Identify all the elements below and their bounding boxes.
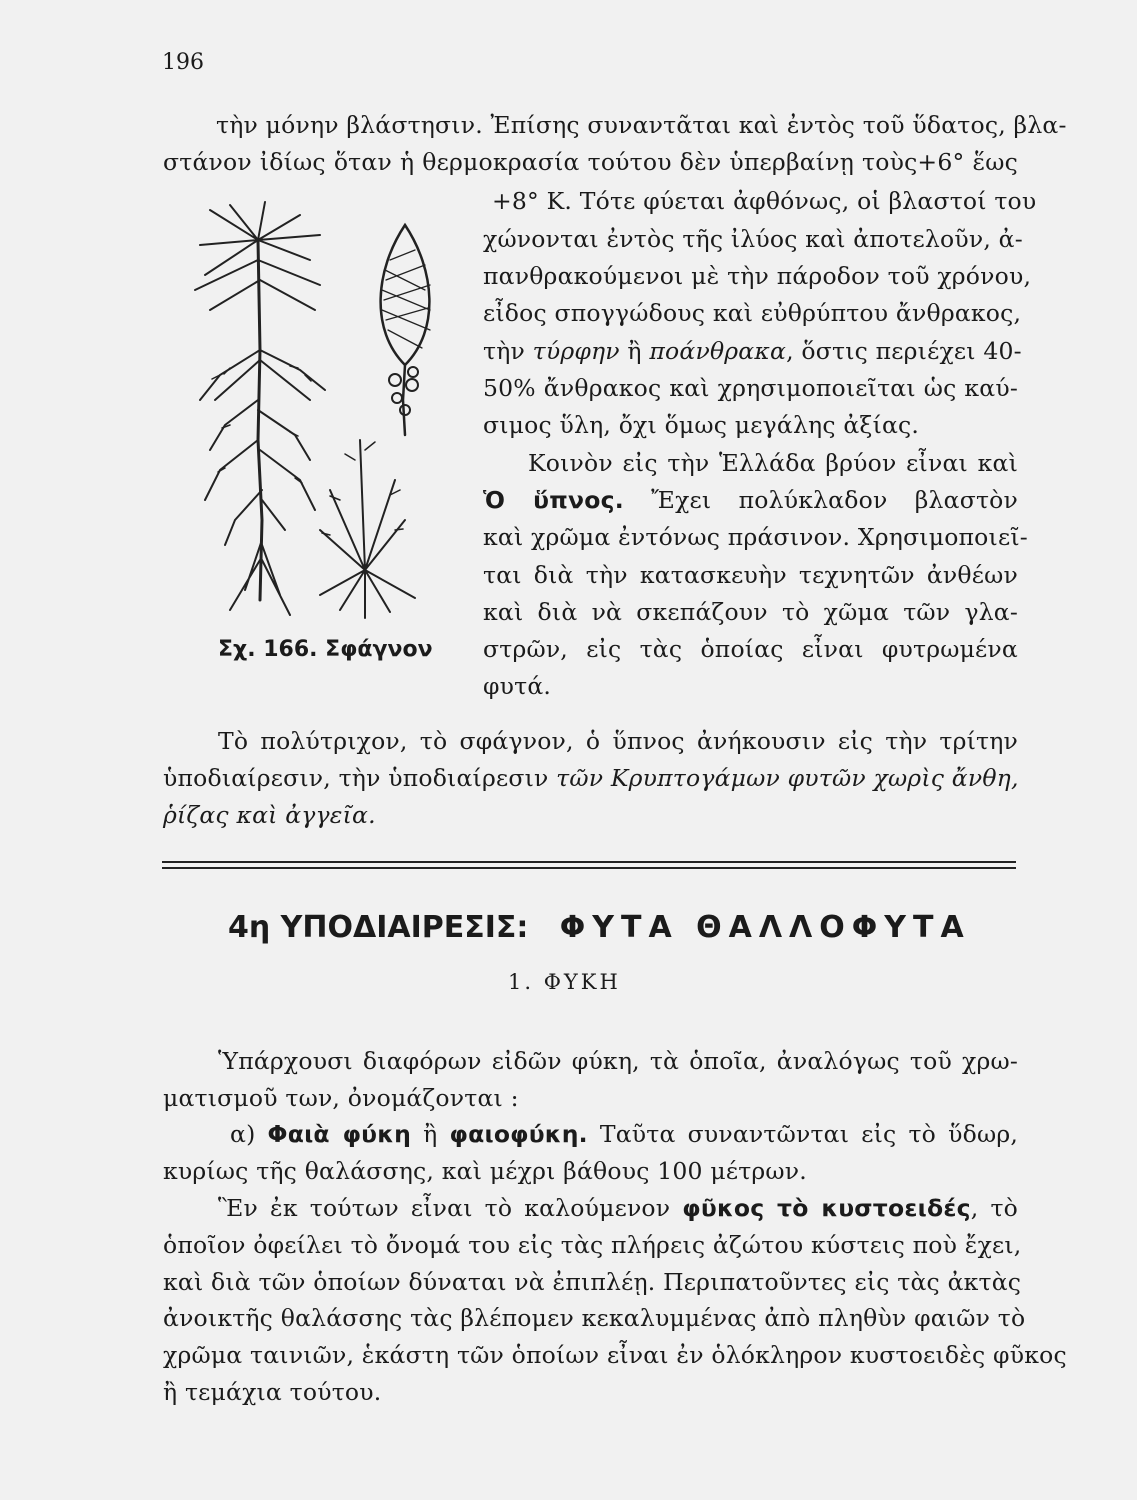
para3-line-10: ἢ τεμάχια τούτου. [163, 1378, 382, 1406]
phaeophyta-term: φαιοφύκη. [449, 1120, 588, 1148]
para3-line-9: χρῶμα ταινιῶν, ἑκάστη τῶν ὁποίων εἶναι ἐν ὁλόκληρον κυστοειδὲς φῦκος [163, 1341, 1067, 1369]
para3-line-3 [230, 1120, 1018, 1148]
section-heading [228, 910, 971, 945]
para3-line-6: ὁποῖον ὀφείλει τὸ ὄνομά του εἰς τὰς πλήρεις ἀζώτου κύστεις ποὺ ἔχει, [163, 1231, 1022, 1259]
text-line-10: Κοινὸν εἰς τὴν Ἑλλάδα βρύον εἶναι καὶ [528, 449, 1018, 477]
text-line-turf [483, 337, 1022, 365]
text-line-1: τὴν μόνην βλάστησιν. Ἐπίσης συναντᾶται καὶ ἐντὸς τοῦ ὕδατος, βλα- [216, 111, 1067, 139]
brown-algae-term: Φαιὰ φύκη [267, 1120, 412, 1148]
text-line-13: ται διὰ τὴν κατασκευὴν τεχνητῶν ἀνθέων [483, 561, 1018, 589]
divider-rule-bottom [162, 867, 1016, 869]
para3-line-8: ἀνοικτῆς θαλάσσης τὰς βλέπομεν κεκαλυμμένας ἀπὸ πληθὺν φαιῶν τὸ [163, 1304, 1026, 1332]
hypnos-rest: Ἔχει πολύκλαδον βλαστὸν [623, 486, 1018, 514]
text-line-12: καὶ χρῶμα ἐντόνως πράσινον. Χρησιμοποιεῖ- [483, 523, 1028, 551]
para2-line-1: Τὸ πολύτριχον, τὸ σφάγνον, ὁ ὕπνος ἀνήκουσιν εἰς τὴν τρίτην [218, 727, 1018, 755]
para3-line-7: καὶ διὰ τῶν ὁποίων δύναται νὰ ἐπιπλέῃ. Περιπατοῦντες εἰς τὰς ἀκτὰς [163, 1268, 1022, 1296]
peat-term: ποάνθρακα [649, 337, 787, 365]
para2-line-2 [163, 764, 1018, 792]
text-line-2: στάνον ἰδίως ὅταν ἡ θερμοκρασία τούτου δὲν ὑπερβαίνῃ τοὺς+6° ἕως [163, 148, 1018, 176]
turf-post: , ὅστις περιέχει 40- [786, 337, 1022, 365]
para3-line-5 [218, 1194, 1018, 1222]
sphagnum-illustration [190, 200, 440, 620]
heading-title: ΦΥΤΑ ΘΑΛΛΟΦΥΤΑ [559, 910, 971, 945]
subsection-heading: 1. ΦΥΚΗ [508, 970, 621, 994]
hypnos-term: Ὁ ὕπνος. [483, 486, 624, 514]
divider-rule-top [162, 861, 1016, 863]
para3-line-5-post: , τὸ [970, 1194, 1018, 1222]
turf-pre: τὴν [483, 337, 533, 365]
text-line-4: χώνονται ἐντὸς τῆς ἰλύος καὶ ἀποτελοῦν, ἀ- [483, 225, 1023, 253]
para3-line-3-mid: ἢ [411, 1120, 450, 1148]
para2-line-3: ῥίζας καὶ ἀγγεῖα. [163, 801, 376, 829]
heading-prefix: 4η ΥΠΟΔΙΑΙΡΕΣΙΣ: [228, 910, 529, 945]
turf-term: τύρφην [532, 337, 620, 365]
para3-line-4: κυρίως τῆς θαλάσσης, καὶ μέχρι βάθους 100 μέτρων. [163, 1157, 807, 1185]
turf-mid: ἢ [619, 337, 650, 365]
para3-line-5-pre: Ἓν ἐκ τούτων εἶναι τὸ καλούμενον [218, 1194, 683, 1222]
para3-line-1: Ὑπάρχουσι διαφόρων εἰδῶν φύκη, τὰ ὁποῖα, ἀναλόγως τοῦ χρω- [218, 1047, 1018, 1075]
text-line-hypnos [483, 486, 1018, 514]
para3-line-3-post: Ταῦτα συναντῶνται εἰς τὸ ὕδωρ, [587, 1120, 1018, 1148]
figure-caption: Σχ. 166. Σφάγνον [218, 637, 433, 662]
para3-line-2: ματισμοῦ των, ὀνομάζονται : [163, 1084, 519, 1112]
para3-item-marker: α) [230, 1120, 256, 1148]
text-line-5: πανθρακούμενοι μὲ τὴν πάροδον τοῦ χρόνου, [483, 262, 1032, 290]
para2-line-2-pre: ὑποδιαίρεσιν, τὴν ὑποδιαίρεσιν [163, 764, 549, 792]
text-line-3: +8° Κ. Τότε φύεται ἀφθόνως, οἱ βλαστοί του [492, 187, 1037, 215]
cryptogams-term: τῶν Κρυπτογάμων φυτῶν χωρὶς ἄνθη, [556, 764, 1019, 792]
page-number: 196 [162, 50, 204, 75]
text-line-8: 50% ἄνθρακος καὶ χρησιμοποιεῖται ὡς καύ- [483, 374, 1018, 402]
bladderwrack-term: φῦκος τὸ κυστοειδές [682, 1194, 971, 1222]
text-line-6: εἶδος σπογγώδους καὶ εὐθρύπτου ἄνθρακος, [483, 299, 1022, 327]
text-line-9: σιμος ὕλη, ὄχι ὅμως μεγάλης ἀξίας. [483, 411, 920, 439]
text-line-14: καὶ διὰ νὰ σκεπάζουν τὸ χῶμα τῶν γλα- [483, 598, 1018, 626]
text-line-16: φυτά. [483, 672, 552, 700]
text-line-15: στρῶν, εἰς τὰς ὁποίας εἶναι φυτρωμένα [483, 635, 1018, 663]
